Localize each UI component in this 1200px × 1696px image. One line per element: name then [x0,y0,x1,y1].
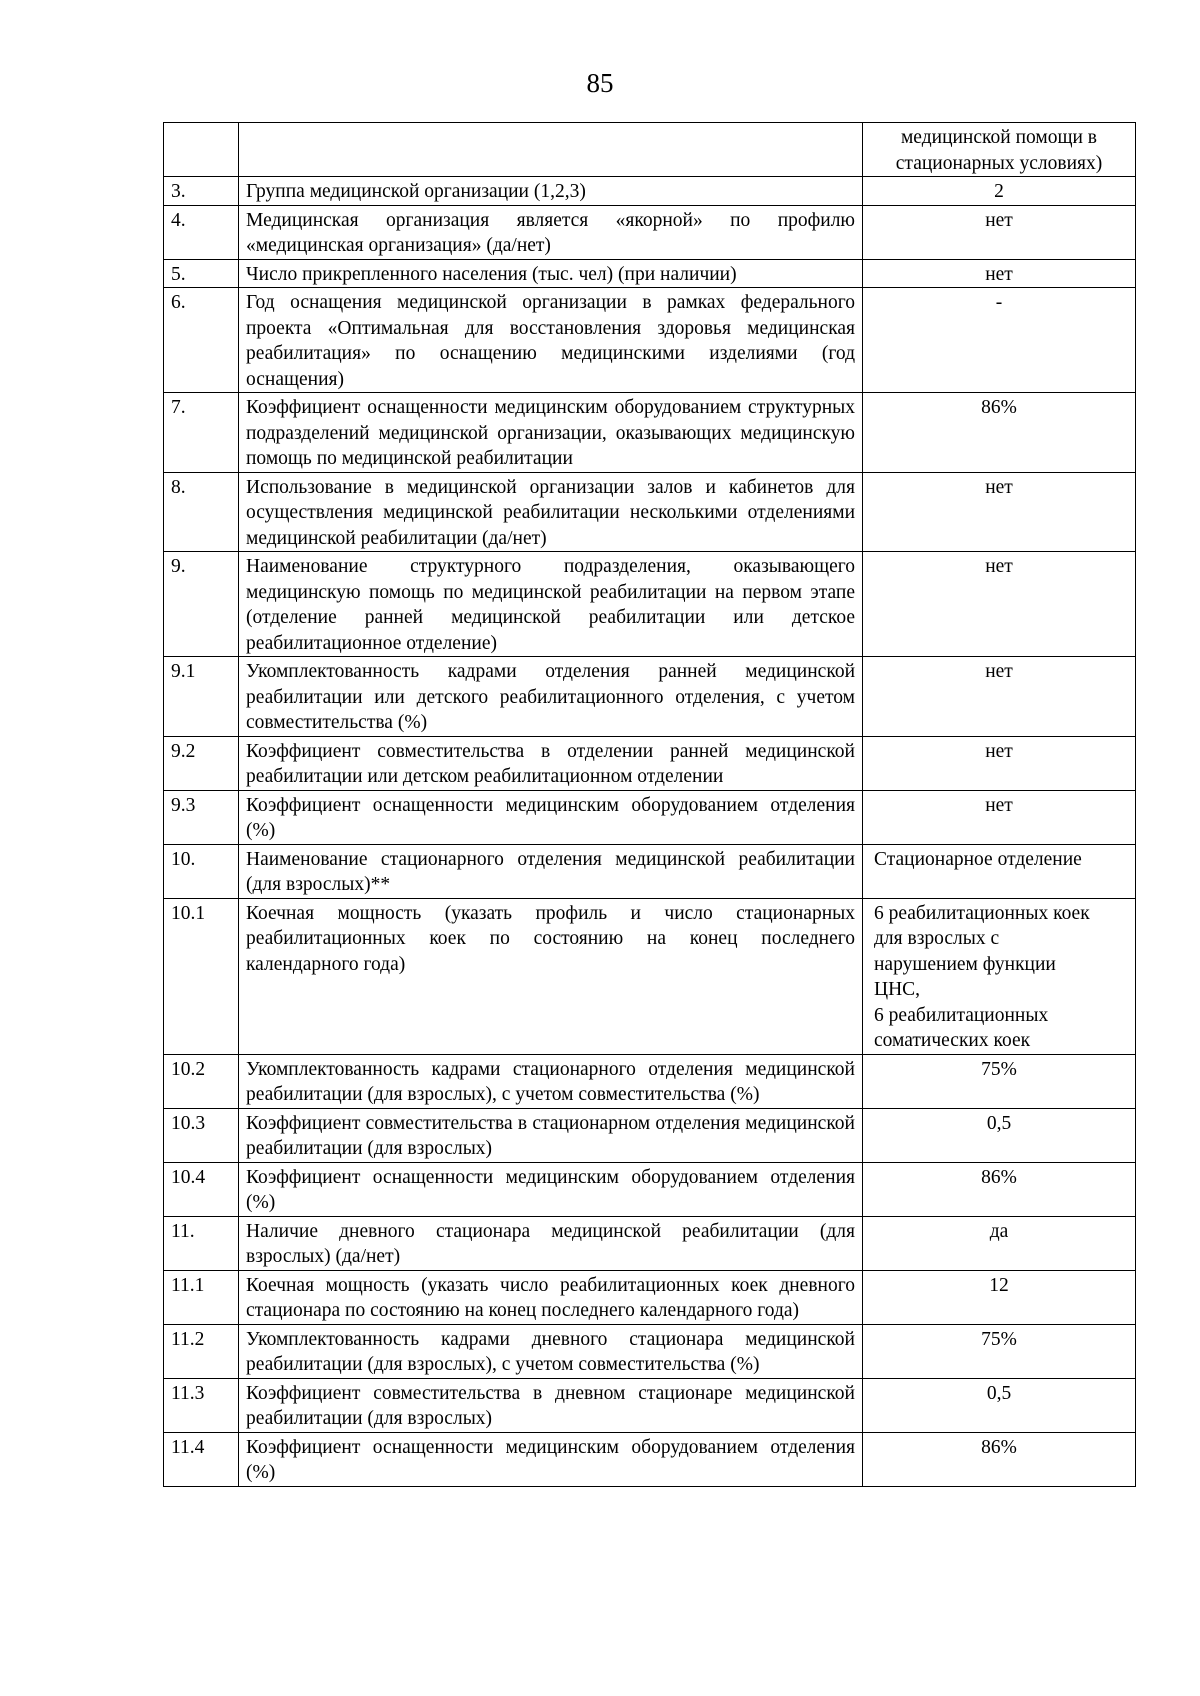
table-row [164,288,1136,393]
row-value-cell: 86% [863,393,1136,473]
value-line: соматических коек [874,1030,1031,1051]
row-number-cell: 10.2 [164,1054,239,1108]
row-description-cell: Коэффициент совместительства в дневном стационаре медицинской реабилитации (для взрослых) [239,1378,863,1432]
row-description-cell: Наименование структурного подразделения, оказывающего медицинскую помощь по медицинской реабилитации на первом этапе (отделение ранней медицинской реабилитации или детское реабилитационное отделение) [239,552,863,657]
row-number-cell [164,123,239,177]
table-row [164,844,1136,898]
row-number-cell: 9. [164,552,239,657]
table-row [164,205,1136,259]
table-row [164,736,1136,790]
row-description-cell: Число прикрепленного населения (тыс. чел) (при наличии) [239,259,863,288]
row-value-cell: 12 [863,1270,1136,1324]
row-value-cell: нет [863,657,1136,737]
row-description-cell: Год оснащения медицинской организации в рамках федерального проекта «Оптимальная для восстановления здоровья медицинская реабилитация» по оснащению медицинскими изделиями (год оснащения) [239,288,863,393]
row-value-cell: 0,5 [863,1108,1136,1162]
row-value-cell: 75% [863,1054,1136,1108]
row-value-cell: да [863,1216,1136,1270]
row-description-cell: Коэффициент оснащенности медицинским оборудованием отделения (%) [239,1432,863,1486]
row-number-cell: 8. [164,472,239,552]
row-number-cell: 9.1 [164,657,239,737]
row-value-cell: 75% [863,1324,1136,1378]
row-description-cell: Коечная мощность (указать профиль и число стационарных реабилитационных коек по состоянию на конец последнего календарного года) [239,898,863,1054]
row-value-cell [863,898,1136,1054]
row-description-cell: Коечная мощность (указать число реабилитационных коек дневного стационара по состоянию на конец последнего календарного года) [239,1270,863,1324]
row-value-cell: 86% [863,1432,1136,1486]
row-number-cell: 9.2 [164,736,239,790]
row-value-cell: нет [863,472,1136,552]
row-value-cell: 86% [863,1162,1136,1216]
table-row [164,259,1136,288]
row-number-cell: 10. [164,844,239,898]
row-number-cell: 11.1 [164,1270,239,1324]
row-number-cell: 3. [164,177,239,206]
row-number-cell: 11.2 [164,1324,239,1378]
table-row [164,1270,1136,1324]
table-row [164,1216,1136,1270]
row-value-cell: 0,5 [863,1378,1136,1432]
row-value-cell: - [863,288,1136,393]
row-number-cell: 4. [164,205,239,259]
row-value-cell: Стационарное отделение [863,844,1136,898]
row-value-cell: нет [863,736,1136,790]
value-line: 6 реабилитационных коек [874,902,1090,924]
table-row [164,657,1136,737]
table-row [164,1108,1136,1162]
row-description-cell: Укомплектованность кадрами отделения ранней медицинской реабилитации или детского реабилитационного отделения, с учетом совместительства (%) [239,657,863,737]
table-row [164,898,1136,1054]
table-row [164,1054,1136,1108]
table-row [164,552,1136,657]
value-line: 6 реабилитационных [874,1004,1049,1026]
page-number: 85 [586,68,614,98]
row-number-cell: 9.3 [164,790,239,844]
row-number-cell: 10.3 [164,1108,239,1162]
row-number-cell: 7. [164,393,239,473]
row-number-cell: 11. [164,1216,239,1270]
table-row [164,1378,1136,1432]
row-description-cell: Коэффициент совместительства в отделении ранней медицинской реабилитации или детском реабилитационном отделении [239,736,863,790]
row-description-cell: Коэффициент оснащенности медицинским оборудованием отделения (%) [239,790,863,844]
indicators-table [163,122,1136,1487]
row-number-cell: 11.3 [164,1378,239,1432]
row-number-cell: 10.1 [164,898,239,1054]
row-description-cell: Использование в медицинской организации залов и кабинетов для осуществления медицинской реабилитации несколькими отделениями медицинской реабилитации (да/нет) [239,472,863,552]
row-description-cell: Группа медицинской организации (1,2,3) [239,177,863,206]
table-row [164,1324,1136,1378]
value-line: нарушением функции [874,953,1056,975]
value-line: ЦНС, [874,979,921,1000]
table-row [164,1432,1136,1486]
row-value-cell: 2 [863,177,1136,206]
table-row [164,472,1136,552]
row-description-cell: Коэффициент совместительства в стационарном отделения медицинской реабилитации (для взрослых) [239,1108,863,1162]
table-body [164,123,1136,1487]
row-number-cell: 6. [164,288,239,393]
table-row [164,790,1136,844]
table-row [164,393,1136,473]
row-number-cell: 10.4 [164,1162,239,1216]
row-number-cell: 11.4 [164,1432,239,1486]
table-header-continuation-row [164,123,1136,177]
row-description-cell: Коэффициент оснащенности медицинским оборудованием структурных подразделений медицинской организации, оказывающих медицинскую помощь по медицинской реабилитации [239,393,863,473]
row-description-cell [239,123,863,177]
row-value-cell: нет [863,205,1136,259]
row-value-cell: нет [863,552,1136,657]
row-description-cell: Медицинская организация является «якорной» по профилю «медицинская организация» (да/нет) [239,205,863,259]
row-description-cell: Наименование стационарного отделения медицинской реабилитации (для взрослых)** [239,844,863,898]
table-row [164,1162,1136,1216]
row-description-cell: Укомплектованность кадрами стационарного отделения медицинской реабилитации (для взрослых), с учетом совместительства (%) [239,1054,863,1108]
row-value-cell: нет [863,259,1136,288]
row-description-cell: Коэффициент оснащенности медицинским оборудованием отделения (%) [239,1162,863,1216]
row-description-cell: Укомплектованность кадрами дневного стационара медицинской реабилитации (для взрослых), с учетом совместительства (%) [239,1324,863,1378]
value-line: для взрослых с [874,928,1000,949]
row-value-cell: медицинской помощи в стационарных условиях) [863,123,1136,177]
row-number-cell: 5. [164,259,239,288]
table-row [164,177,1136,206]
row-description-cell: Наличие дневного стационара медицинской реабилитации (для взрослых) (да/нет) [239,1216,863,1270]
row-value-cell: нет [863,790,1136,844]
